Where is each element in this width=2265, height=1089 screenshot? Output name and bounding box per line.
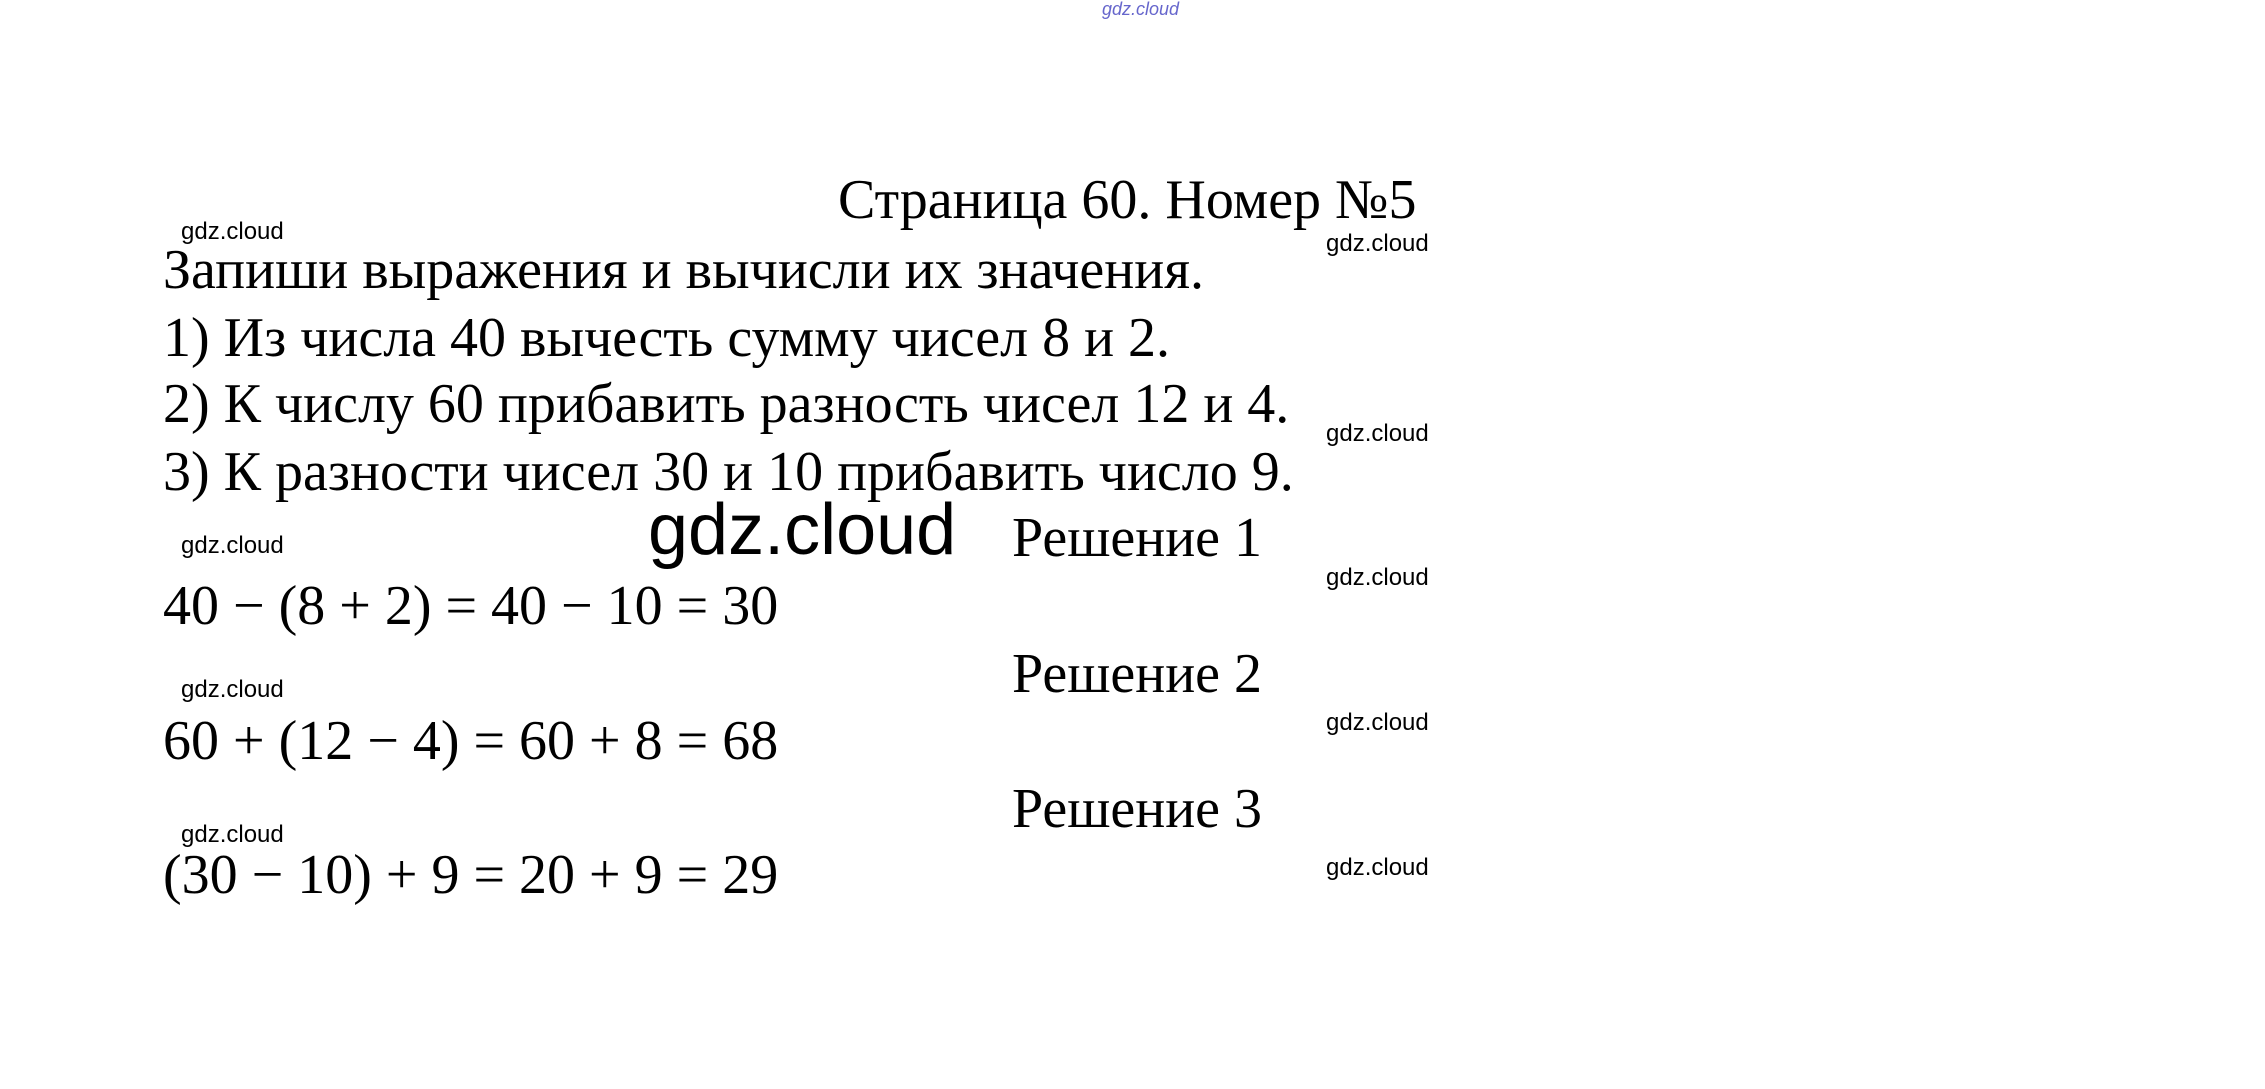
solution-expression-1: 40 − (8 + 2) = 40 − 10 = 30 [163, 575, 779, 637]
watermark: gdz.cloud [181, 676, 284, 703]
watermark: gdz.cloud [1326, 230, 1429, 257]
task-item-2: 2) К числу 60 прибавить разность чисел 12 и 4. [163, 373, 1290, 435]
solution-heading-2: Решение 2 [1012, 643, 1263, 705]
solution-heading-3: Решение 3 [1012, 778, 1263, 840]
watermark: gdz.cloud [1326, 564, 1429, 591]
solution-expression-3: (30 − 10) + 9 = 20 + 9 = 29 [163, 844, 779, 906]
top-watermark: gdz.cloud [1102, 0, 1180, 19]
task-item-3: 3) К разности чисел 30 и 10 прибавить число 9. [163, 441, 1294, 503]
watermark: gdz.cloud [181, 218, 284, 245]
solution-heading-1: Решение 1 [1012, 507, 1263, 569]
watermark: gdz.cloud [1326, 854, 1429, 881]
watermark: gdz.cloud [1326, 709, 1429, 736]
big-watermark: gdz.cloud [648, 490, 957, 570]
task-statement: Запиши выражения и вычисли их значения. [163, 239, 1204, 301]
task-item-1: 1) Из числа 40 вычесть сумму чисел 8 и 2. [163, 307, 1171, 369]
watermark: gdz.cloud [1326, 420, 1429, 447]
solution-expression-2: 60 + (12 − 4) = 60 + 8 = 68 [163, 710, 779, 772]
watermark: gdz.cloud [181, 821, 284, 848]
watermark: gdz.cloud [181, 532, 284, 559]
page-title: Страница 60. Номер №5 [838, 169, 1417, 231]
